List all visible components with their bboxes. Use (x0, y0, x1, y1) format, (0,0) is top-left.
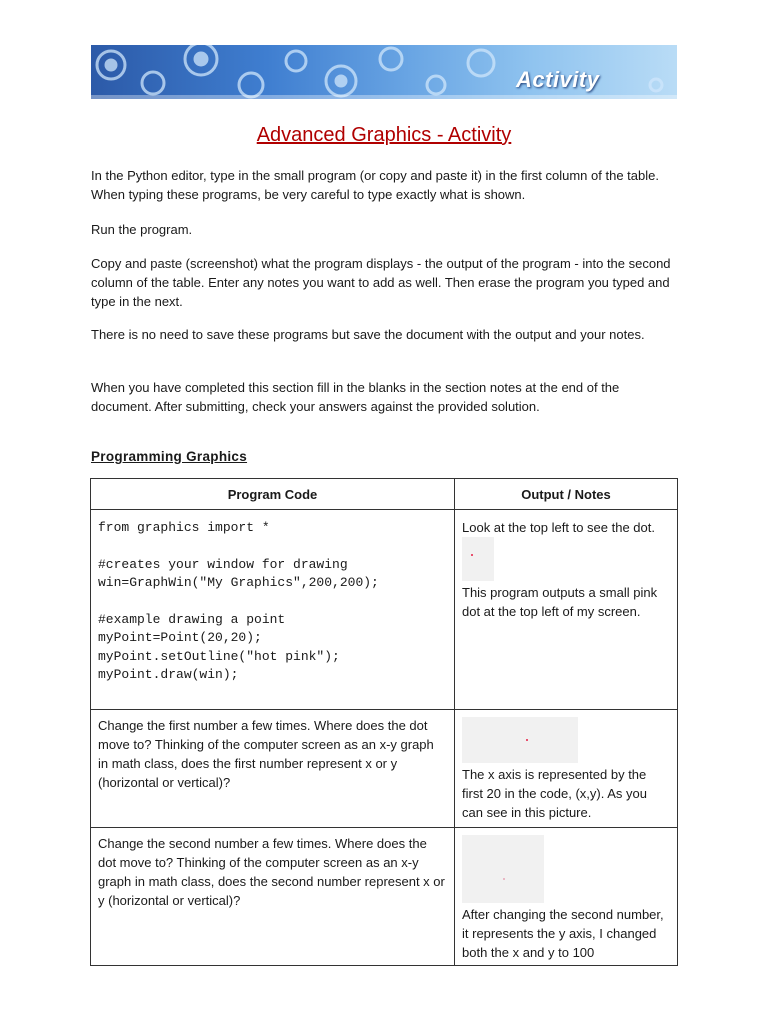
code-line: #example drawing a point (98, 611, 286, 627)
note-text: Look at the top left to see the dot. (462, 520, 655, 535)
note-text: The x axis is represented by the first 20 in the code, (x,y). As you can see in this picture. (462, 767, 647, 820)
pink-dot (526, 739, 528, 741)
output-screenshot (462, 537, 494, 581)
code-line: #creates your window for drawing (98, 556, 348, 572)
paragraph-run: Run the program. (91, 222, 193, 237)
output-screenshot (462, 835, 544, 903)
paragraph-complete: When you have completed this section fill in the blanks in the section notes at the end of the document. After submitting, check your answers against the provided solution. (91, 380, 620, 414)
code-line: from graphics import * (98, 520, 270, 535)
header-program-code: Program Code (91, 479, 455, 510)
activity-table (90, 478, 678, 966)
code-line: myPoint=Point(20,20); (98, 630, 262, 645)
question-text: Change the first number a few times. Where does the dot move to? Thinking of the computer screen as an x-y graph in math class, does the first number represent x or y (horizontal or vertical)? (98, 718, 434, 790)
code-line: win=GraphWin("My Graphics",200,200); (98, 575, 379, 590)
question-cell (91, 710, 455, 828)
page-title: Advanced Graphics - Activity (256, 124, 512, 146)
paragraph-instructions: In the Python editor, type in the small program (or copy and paste it) in the first column of the table. When typing these programs, be very careful to type exactly what is shown. (91, 168, 659, 202)
code-line: myPoint.setOutline("hot pink"); (98, 648, 340, 664)
table-row (91, 710, 678, 828)
code-cell (91, 510, 455, 710)
code-line: myPoint.draw(win); (98, 667, 239, 682)
paragraph-save: There is no need to save these programs but save the document with the output and your notes. (91, 327, 645, 342)
output-cell (455, 828, 678, 966)
header-output-notes: Output / Notes (455, 479, 678, 510)
pink-dot (503, 878, 505, 880)
activity-banner (91, 45, 677, 99)
note-text: This program outputs a small pink dot at the top left of my screen. (462, 585, 658, 619)
table-header-row (91, 479, 678, 510)
output-screenshot (462, 717, 578, 763)
paragraph-copy-paste: Copy and paste (screenshot) what the program displays - the output of the program - into the second column of the table. Enter any notes you want to add as well. Then erase the program you typed and type in the next. (91, 256, 671, 309)
section-heading: Programming Graphics (91, 449, 248, 464)
table-row (91, 828, 678, 966)
output-cell (455, 510, 678, 710)
question-text: Change the second number a few times. Where does the dot move to? Thinking of the computer screen as an x-y graph in math class, does the second number represent x or y (horizontal or vertical)? (98, 836, 445, 908)
output-cell (455, 710, 678, 828)
note-text: After changing the second number, it represents the y axis, I changed both the x and y to 100 (462, 907, 664, 960)
banner-label: Activity (516, 67, 600, 92)
table-row (91, 510, 678, 710)
question-cell (91, 828, 455, 966)
pink-dot (471, 554, 473, 556)
